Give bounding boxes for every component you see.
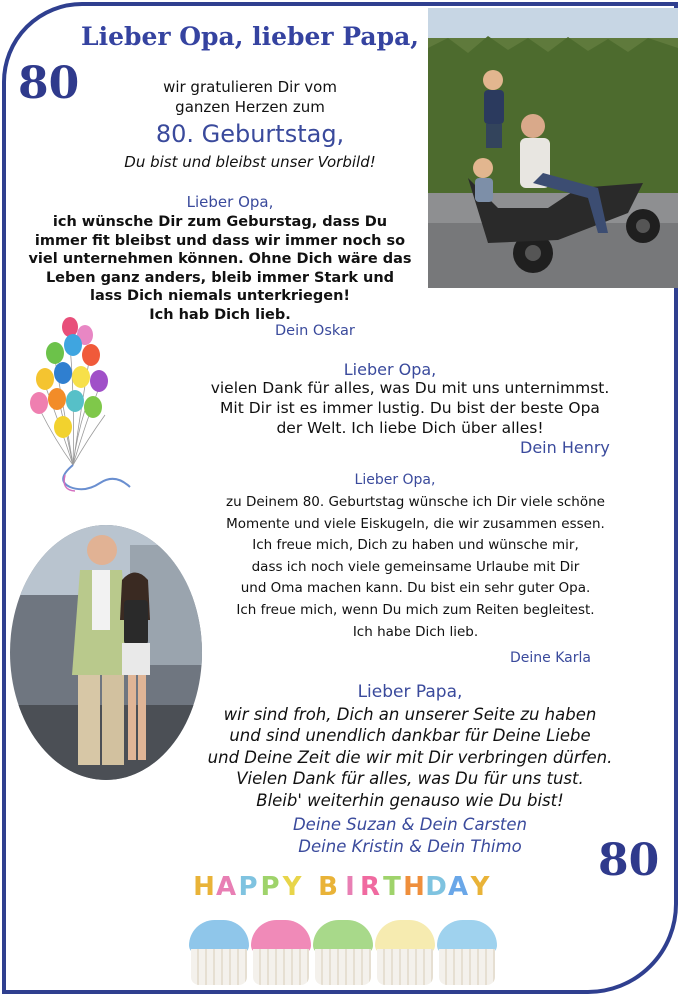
- henry-message: [150, 379, 670, 438]
- family-line: und sind unendlich dankbar für Deine Liebe: [229, 726, 591, 746]
- candle-letter: A: [215, 872, 237, 902]
- henry-line: der Welt. Ich liebe Dich über alles!: [276, 418, 544, 437]
- family-greeting: Lieber Papa,: [357, 682, 463, 702]
- karla-line: Momente und viele Eiskugeln, die wir zusammen essen.: [226, 515, 605, 532]
- candle-letter: H: [193, 872, 215, 902]
- karla-line: Ich freue mich, wenn Du mich zum Reiten begleitest.: [236, 601, 595, 618]
- page-title: Lieber Opa, lieber Papa,: [81, 22, 419, 51]
- oskar-greeting: Lieber Opa,: [186, 193, 274, 211]
- oskar-line: viel unternehmen können. Ohne Dich wäre das: [28, 251, 412, 268]
- oskar-message: [10, 213, 430, 324]
- oskar-signature: Dein Oskar: [275, 323, 355, 339]
- karla-line: zu Deinem 80. Geburtstag wünsche ich Dir viele schöne: [226, 494, 605, 510]
- karla-message: [188, 492, 643, 643]
- candle-letter: A: [447, 872, 469, 902]
- karla-line: Ich habe Dich lieb.: [352, 623, 479, 640]
- oskar-line: Leben ganz anders, bleib immer Stark und: [45, 269, 395, 286]
- karla-line: und Oma machen kann. Du bist ein sehr guter Opa.: [240, 580, 591, 597]
- candle-letter: H: [403, 872, 425, 902]
- corner-number-top: 80: [18, 58, 80, 109]
- henry-line: vielen Dank für alles, was Du mit uns unternimmst.: [210, 379, 610, 397]
- header-line-1: wir gratulieren Dir vom: [163, 78, 337, 96]
- candle-letter: T: [383, 872, 401, 902]
- candle-letter: P: [260, 872, 280, 902]
- candle-letter: Y: [282, 872, 302, 902]
- karla-greeting: Lieber Opa,: [354, 472, 436, 488]
- cupcake: [313, 920, 373, 985]
- family-signature-2: Deine Kristin & Dein Thimo: [298, 837, 522, 856]
- cupcake: [375, 920, 435, 985]
- oskar-line: immer fit bleibst und dass wir immer noch so: [34, 232, 406, 249]
- oskar-line: ich wünsche Dir zum Geburstag, dass Du: [52, 214, 388, 230]
- cupcake: [437, 920, 497, 985]
- gokart-photo: [428, 8, 678, 288]
- karla-line: Ich freue mich, Dich zu haben und wünsche mir,: [252, 537, 579, 554]
- karla-signature: Deine Karla: [510, 650, 591, 666]
- candle-letter: P: [238, 872, 258, 902]
- header-line-2: ganzen Herzen zum: [175, 98, 325, 116]
- family-line: Vielen Dank für alles, was Du für uns tust.: [236, 769, 584, 789]
- candle-letter: D: [425, 872, 447, 902]
- candle-letter: R: [359, 872, 381, 902]
- henry-signature: Dein Henry: [520, 438, 610, 457]
- oskar-line: Ich hab Dich lieb.: [149, 306, 291, 323]
- corner-number-bottom: 80: [598, 835, 660, 886]
- oskar-line: lass Dich niemals unterkriegen!: [89, 288, 351, 305]
- family-line: und Deine Zeit die wir mit Dir verbringen dürfen.: [207, 747, 613, 767]
- balloons-illustration: [25, 315, 145, 505]
- henry-greeting: Lieber Opa,: [343, 360, 437, 379]
- candle-letter: Y: [470, 872, 490, 902]
- cupcakes-row: [185, 920, 505, 985]
- family-line: wir sind froh, Dich an unserer Seite zu haben: [223, 705, 597, 724]
- family-line: Bleib' weiterhin genauso wie Du bist!: [256, 790, 564, 810]
- header-line-3: Du bist und bleibst unser Vorbild!: [124, 153, 376, 171]
- candle-letter: I: [345, 872, 355, 902]
- birthday-candles-row: [193, 874, 503, 904]
- header-occasion: 80. Geburtstag,: [155, 120, 345, 148]
- henry-line: Mit Dir ist es immer lustig. Du bist der beste Opa: [220, 398, 600, 417]
- family-message: [170, 704, 650, 811]
- cupcake: [189, 920, 249, 985]
- candle-letter: B: [318, 872, 338, 902]
- happy-birthday-illustration: [185, 860, 505, 985]
- cupcake: [251, 920, 311, 985]
- karla-line: dass ich noch viele gemeinsame Urlaube mit Dir: [251, 558, 580, 575]
- family-signature-1: Deine Suzan & Dein Carsten: [292, 815, 528, 834]
